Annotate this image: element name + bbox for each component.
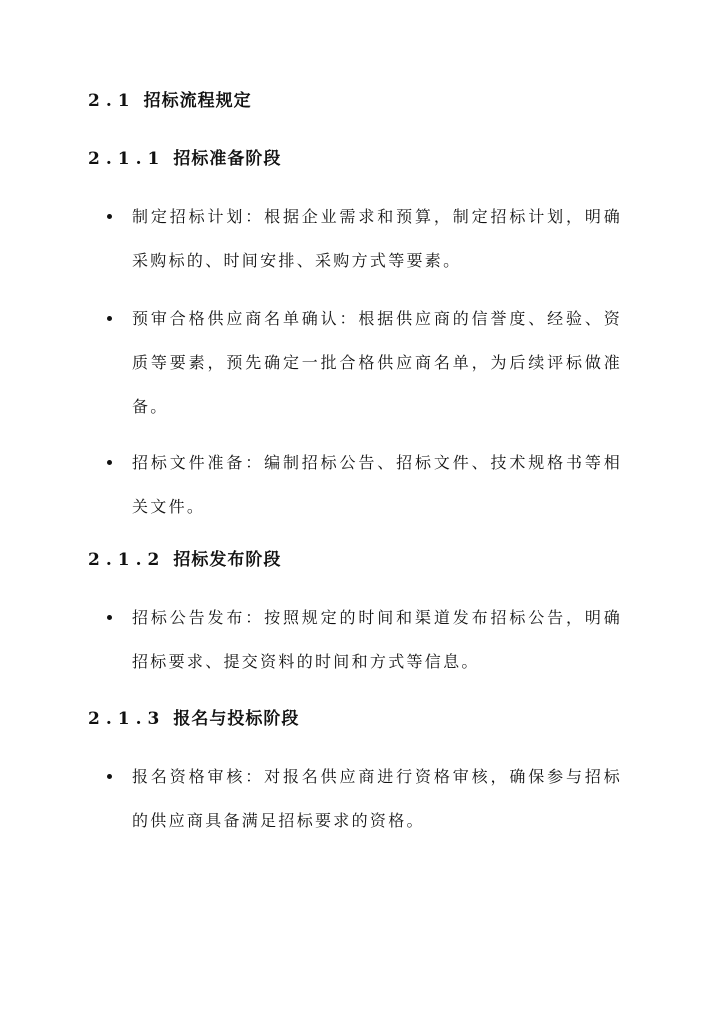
bullet-icon <box>107 460 112 465</box>
section-title: 招标流程规定 <box>143 91 252 111</box>
list-item-text: 制定招标计划：根据企业需求和预算，制定招标计划，明确采购标的、时间安排、采购方式等要素。 <box>132 207 622 270</box>
bullet-icon <box>107 774 112 779</box>
section-number: 2.1.3 <box>88 709 166 729</box>
section-number: 2.1.2 <box>88 550 166 570</box>
section-title: 招标发布阶段 <box>173 550 282 570</box>
list-item-text: 招标文件准备：编制招标公告、招标文件、技术规格书等相关文件。 <box>132 453 622 516</box>
section-heading-2-1-3 <box>88 707 299 731</box>
bullet-icon <box>107 615 112 620</box>
section-number: 2.1.1 <box>88 149 166 169</box>
list-item-text: 预审合格供应商名单确认：根据供应商的信誉度、经验、资质等要素，预先确定一批合格供应商名单，为后续评标做准备。 <box>132 309 622 416</box>
section-heading-2-1-1 <box>88 147 281 171</box>
section-title: 招标准备阶段 <box>173 149 282 169</box>
section-title: 报名与投标阶段 <box>173 709 300 729</box>
list-item-text: 招标公告发布：按照规定的时间和渠道发布招标公告，明确招标要求、提交资料的时间和方式等信息。 <box>132 608 622 671</box>
bullet-icon <box>107 214 112 219</box>
section-number: 2.1 <box>88 91 136 111</box>
section-heading-2-1 <box>88 89 252 113</box>
bullet-icon <box>107 316 112 321</box>
list-item-text: 报名资格审核：对报名供应商进行资格审核，确保参与招标的供应商具备满足招标要求的资格。 <box>132 767 622 830</box>
section-heading-2-1-2 <box>88 548 281 572</box>
